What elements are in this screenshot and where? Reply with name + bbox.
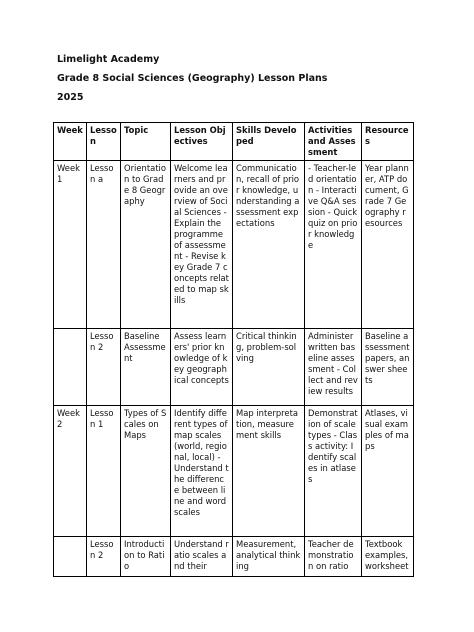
cell-lesson: Lesson 1 <box>87 406 121 537</box>
header-topic: Topic <box>121 123 171 161</box>
cell-activities: Demonstration of scale types - Class activity: Identify scales in atlases <box>305 406 362 537</box>
document-title: Grade 8 Social Sciences (Geography) Lesson Plans <box>57 73 328 84</box>
cell-topic: Baseline Assessment <box>121 329 171 406</box>
document-year: 2025 <box>57 92 84 103</box>
header-lesson-objectives: Lesson Objectives <box>171 123 233 161</box>
cell-resources: Year planner, ATP document, Grade 7 Geography resources <box>362 161 414 329</box>
cell-resources: Textbook examples, worksheet <box>362 537 414 577</box>
cell-week <box>54 537 87 577</box>
cell-skills: Map interpretation, measurement skills <box>233 406 305 537</box>
cell-topic: Orientation to Grade 8 Geography <box>121 161 171 329</box>
table-row <box>54 161 414 329</box>
header-activities-assessment: Activities and Assessment <box>305 123 362 161</box>
cell-week: Week 2 <box>54 406 87 537</box>
cell-objectives: Welcome learners and provide an overview of Social Sciences - Explain the programme of assessment - Revise key Grade 7 concepts related to map skills <box>171 161 233 329</box>
cell-lesson: Lesson a <box>87 161 121 329</box>
cell-resources: Baseline assessment papers, answer sheets <box>362 329 414 406</box>
header-week: Week <box>54 123 87 161</box>
cell-skills: Critical thinking, problem-solving <box>233 329 305 406</box>
table-row <box>54 406 414 537</box>
header-resources: Resources <box>362 123 414 161</box>
cell-objectives: Assess learners' prior knowledge of key geographical concepts <box>171 329 233 406</box>
cell-activities: Teacher demonstration on ratio <box>305 537 362 577</box>
header-lesson: Lesson <box>87 123 121 161</box>
cell-resources: Atlases, visual examples of maps <box>362 406 414 537</box>
cell-lesson: Lesson 2 <box>87 329 121 406</box>
cell-skills: Measurement, analytical thinking <box>233 537 305 577</box>
table-header-row <box>54 123 414 161</box>
cell-objectives: Understand ratio scales and their <box>171 537 233 577</box>
cell-week <box>54 329 87 406</box>
header-skills-developed: Skills Developed <box>233 123 305 161</box>
cell-week: Week 1 <box>54 161 87 329</box>
table-row <box>54 537 414 577</box>
school-name: Limelight Academy <box>57 54 160 65</box>
cell-activities: - Teacher-led orientation - Interactive Q&A session - Quick quiz on prior knowledge <box>305 161 362 329</box>
cell-objectives: Identify different types of map scales (world, regional, local) - Understand the difference between line and word scales <box>171 406 233 537</box>
lesson-plan-table <box>53 122 414 577</box>
cell-lesson: Lesson 2 <box>87 537 121 577</box>
cell-skills: Communication, recall of prior knowledge, understanding assessment expectations <box>233 161 305 329</box>
cell-topic: Types of Scales on Maps <box>121 406 171 537</box>
cell-topic: Introduction to Ratio <box>121 537 171 577</box>
cell-activities: Administer written baseline assessment - Collect and review results <box>305 329 362 406</box>
table-row <box>54 329 414 406</box>
